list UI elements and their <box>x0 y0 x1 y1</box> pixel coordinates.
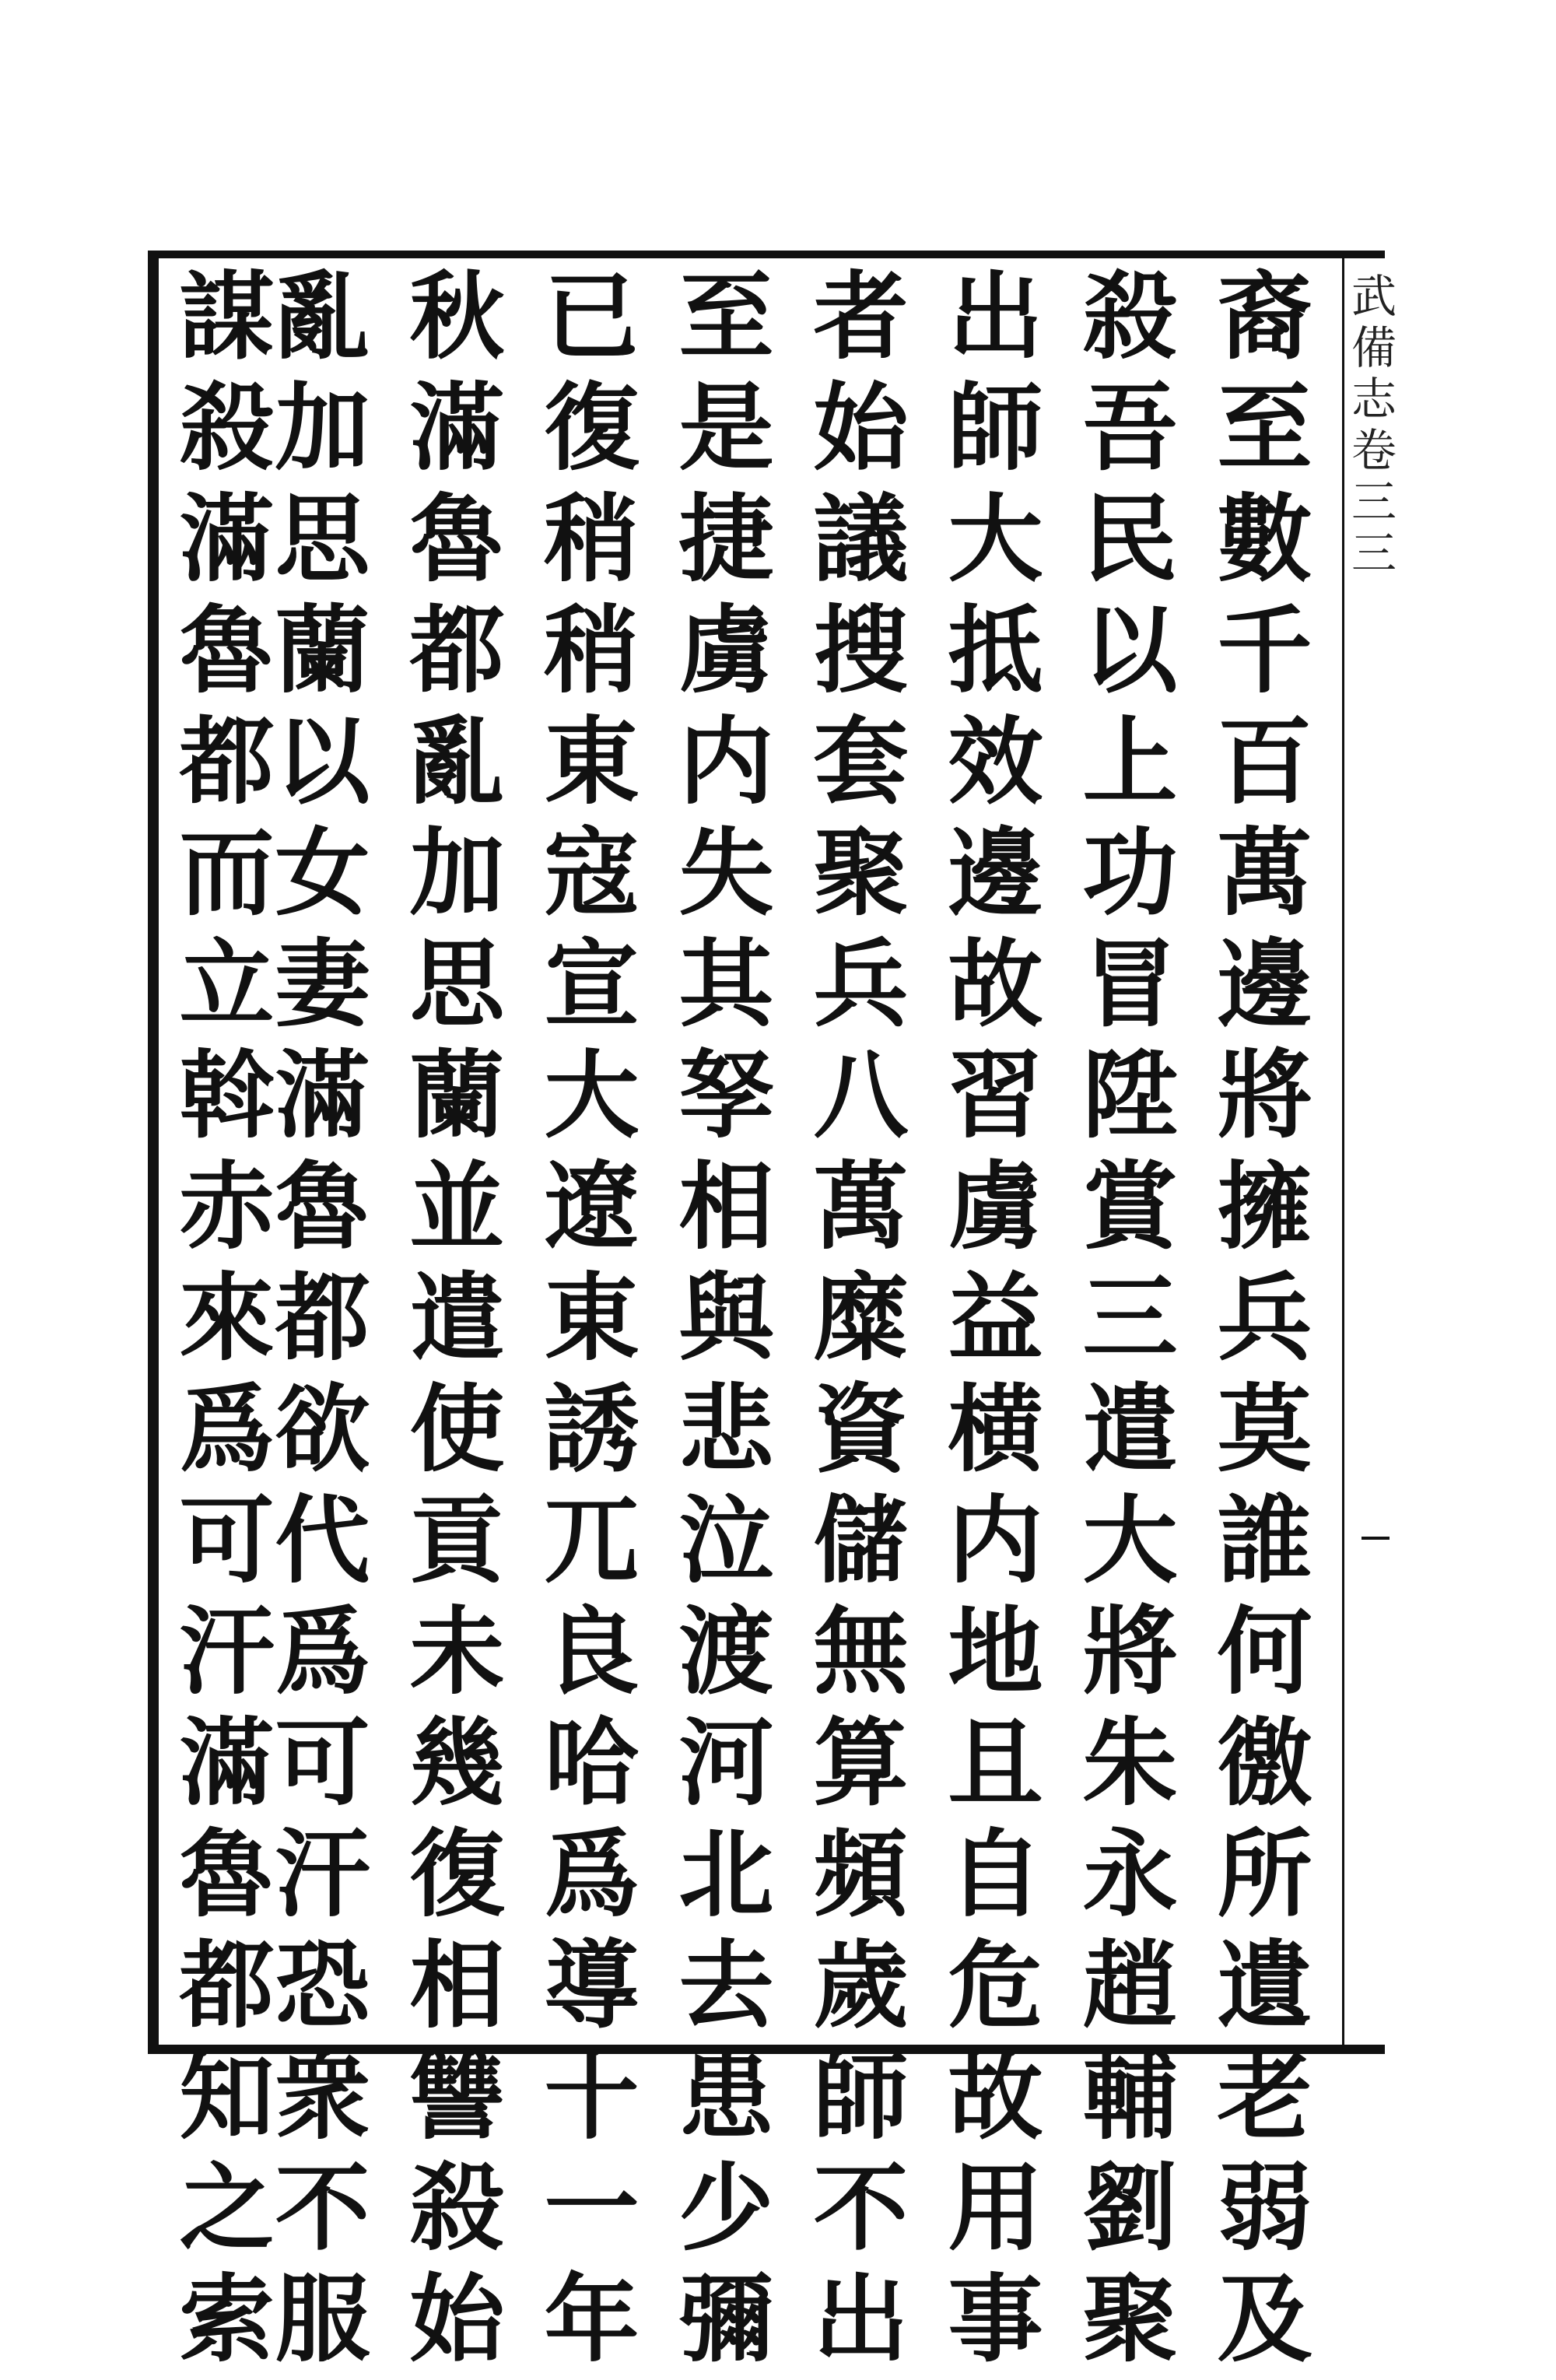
text-column-8: 亂加思蘭以女妻滿魯都欲代爲可汗恐衆不服 <box>259 266 371 2380</box>
margin-title: 武備志卷三三 <box>1344 272 1397 580</box>
text-column-9: 謀殺滿魯都而立斡赤來爲可汗滿魯都知之索 <box>163 266 275 2380</box>
text-column-4: 者始議搜套聚兵八萬糜資儲無算頻歲師不出 <box>797 266 909 2380</box>
text-column-5: 至是捷虜内失其孥相與悲泣渡河北去患少彌 <box>663 266 775 2380</box>
text-column-2: 殺吾民以上功冒陞賞三遣大將朱永趙輔劉聚 <box>1067 266 1179 2380</box>
text-column-7: 秋滿魯都亂加思蘭並遣使貢未幾復相讐殺始 <box>394 266 506 2380</box>
text-column-6: 已復稍稍東寇宣大遼東誘兀良哈爲導十一年 <box>528 266 640 2380</box>
text-column-1: 裔至數千百萬邊將擁兵莫誰何徼所遺老弱及 <box>1201 266 1313 2380</box>
margin-page-number-mark <box>1362 1537 1390 1540</box>
text-column-3: 出師大抵效邊故習虜益横内地且自危故用事 <box>932 266 1044 2380</box>
